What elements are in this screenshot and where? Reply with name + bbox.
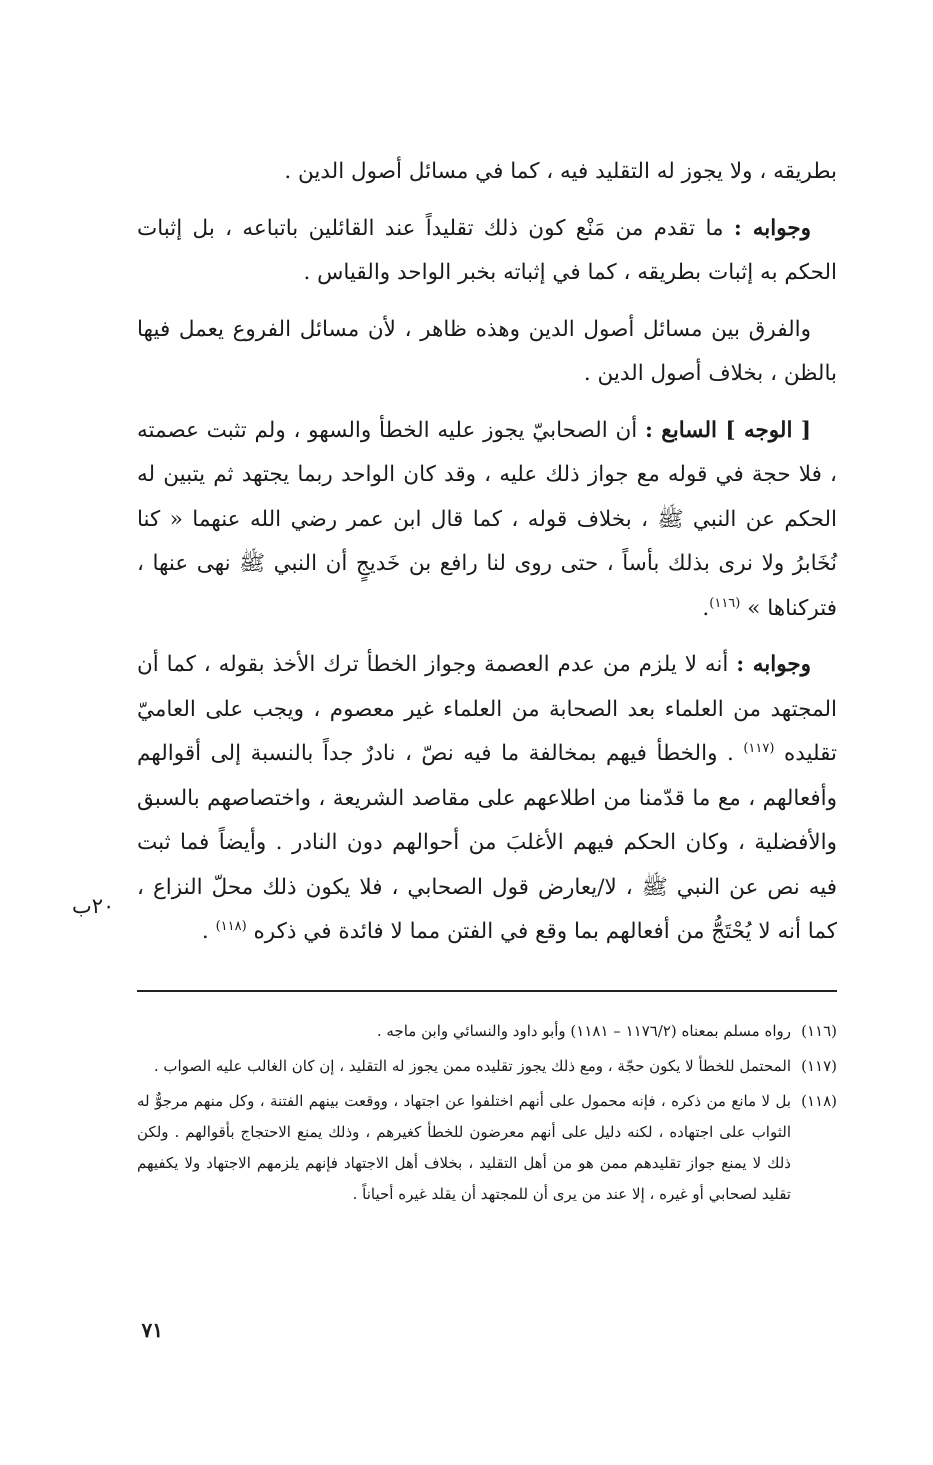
paragraph-3	[137, 308, 837, 397]
footnote-117	[137, 1051, 837, 1082]
paragraph-4	[137, 409, 837, 632]
footnote-ref-116[interactable]: (١١٦)	[709, 595, 741, 611]
footnote-text: رواه مسلم بمعناه (١١٧٦/٢ – ١١٨١) وأبو داود والنسائي وابن ماجه .	[376, 1022, 791, 1040]
paragraph-5-text-2: . والخطأ فيهم بمخالفة ما فيه نصّ ، نادرٌ جداً بالنسبة إلى أقوالهم وأفعالهم ، مع ما قدّمنا من اطلاعهم على مقاصد الشريعة ، واختصاصهم بالسبق والأفضلية ، وكان الحكم فيهم الأغلبَ من أحوالهم دون النادر . وأيضاً فما ثبت فيه نص عن النبي ﷺ ، لا/يعارض قول الصحابي ، فلا يكون ذلك محلّ النزاع ، كما أنه لا يُحْتَجُّ من أفعالهم بما وقع في الفتن مما لا فائدة في ذكره	[137, 741, 837, 944]
footnote-divider	[137, 990, 837, 992]
paragraph-1-text: بطريقه ، ولا يجوز له التقليد فيه ، كما في مسائل أصول الدين .	[284, 159, 837, 184]
main-text	[137, 150, 837, 967]
page-number: ٧١	[141, 1318, 163, 1342]
footnote-ref-117[interactable]: (١١٧)	[743, 740, 775, 756]
paragraph-5	[137, 643, 837, 955]
footnote-text: بل لا مانع من ذكره ، فإنه محمول على أنهم اختلفوا عن اجتهاد ، ووقعت بينهم الفتنة ، وكل منهم مرجوٌّ له الثواب على اجتهاده ، لكنه دليل على أنهم معرضون للخطأ كغيرهم ، وذلك يمنع الاحتجاج بأقوالهم . ولكن ذلك لا يمنع جواز تقليدهم ممن هو من أهل التقليد ، بخلاف أهل الاجتهاد فإنهم يلزمهم الاجتهاد ولا يكفيهم تقليد لصحابي أو غيره ، إلا عند من يرى أن للمجتهد أن يقلد غيره أحياناً .	[137, 1092, 791, 1203]
paragraph-3-text: والفرق بين مسائل أصول الدين وهذه ظاهر ، لأن مسائل الفروع يعمل فيها بالظن ، بخلاف أصول الدين .	[137, 316, 837, 386]
footnotes	[137, 1016, 837, 1214]
paragraph-2	[137, 207, 837, 296]
footnote-ref-118[interactable]: (١١٨)	[215, 918, 247, 934]
paragraph-2-text: ما تقدم من مَنْع كون ذلك تقليداً عند القائلين باتباعه ، بل إثبات الحكم به إثبات بطريقه ، كما في إثباته بخبر الواحد والقياس .	[137, 215, 837, 285]
footnote-number: (١١٧)	[801, 1057, 837, 1075]
paragraph-4-lead: [ الوجه ] السابع :	[644, 417, 811, 443]
footnote-118	[137, 1086, 837, 1210]
paragraph-2-lead: وجوابه :	[733, 215, 811, 241]
paragraph-1	[137, 150, 837, 195]
footnote-number: (١١٨)	[801, 1092, 837, 1110]
footnote-text: المحتمل للخطأ لا يكون حجّة ، ومع ذلك يجوز تقليده ممن يجوز له التقليد ، إن كان الغالب عليه الصواب .	[153, 1057, 791, 1075]
footnote-116	[137, 1016, 837, 1047]
paragraph-4-tail: .	[702, 595, 710, 621]
paragraph-5-text: أنه لا يلزم من عدم العصمة وجواز الخطأ ترك الأخذ بقوله ، كما أن المجتهد من العلماء بعد الصحابة من العلماء غير معصوم ، ويجب على العاميّ تقليده	[137, 652, 837, 766]
manuscript-folio-marker: ٢٠ب	[72, 894, 115, 918]
paragraph-4-text: أن الصحابيّ يجوز عليه الخطأ والسهو ، ولم تثبت عصمته ، فلا حجة في قوله مع جواز ذلك عليه ، وقد كان الواحد ربما يجتهد ثم يتبين له الحكم عن النبي ﷺ ، بخلاف قوله ، كما قال ابن عمر رضي الله عنهما « كنا نُخَابرُ ولا نرى بذلك بأساً ، حتى روى لنا رافع بن خَديجٍ أن النبي ﷺ نهى عنها ، فتركناها »	[137, 417, 837, 621]
paragraph-5-tail: .	[201, 919, 216, 944]
footnote-number: (١١٦)	[801, 1022, 837, 1040]
paragraph-5-lead: وجوابه :	[736, 652, 812, 677]
